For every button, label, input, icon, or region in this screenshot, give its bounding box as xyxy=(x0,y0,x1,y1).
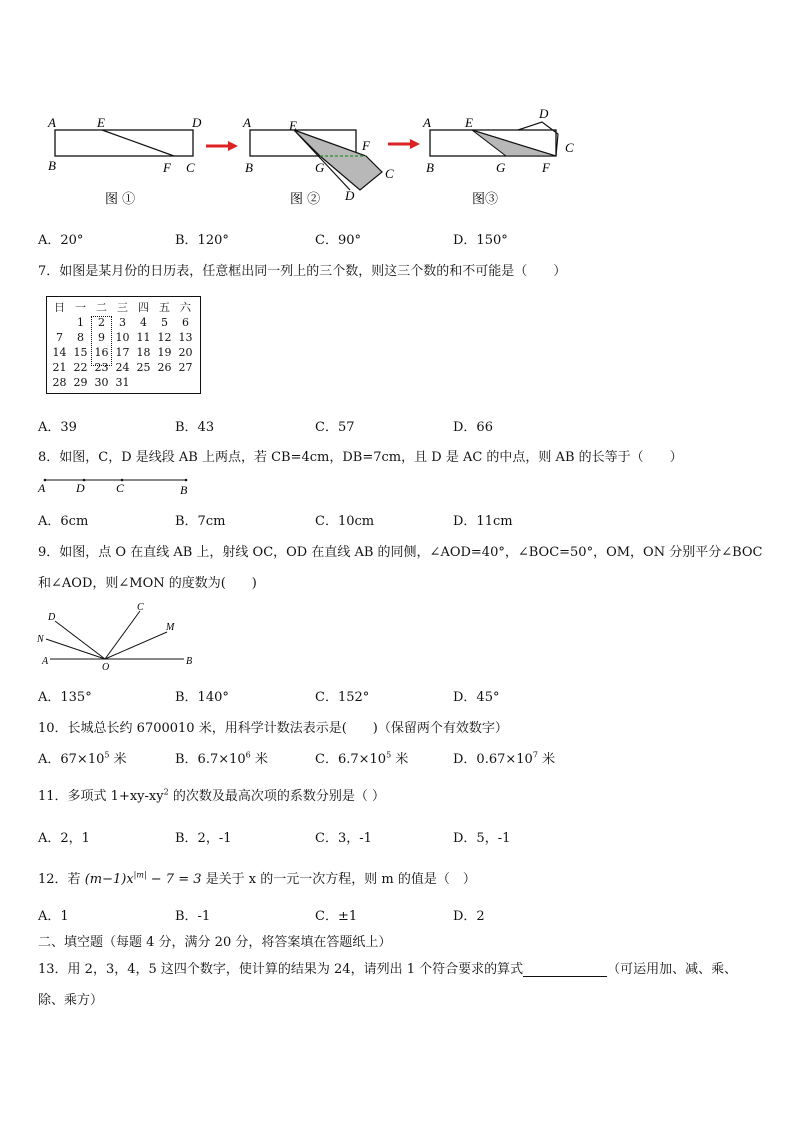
fig2-label-d: D xyxy=(345,188,355,203)
fig3-label-c: C xyxy=(565,140,574,155)
calendar-cell: 14 xyxy=(52,346,67,359)
fig2-label-b: B xyxy=(245,160,253,175)
fig1-label-d: D xyxy=(192,115,202,130)
option-c: C．$6.7\times 10^5$ 米 xyxy=(315,750,409,767)
calendar-header-cell: 三 xyxy=(117,301,128,314)
option-b: B．$6.7\times 10^6$ 米 xyxy=(175,750,268,767)
option-c: C．90° xyxy=(315,233,361,248)
fig3-label-a: A xyxy=(423,115,431,130)
fig3-label-f: F xyxy=(542,160,550,175)
section-heading: 二、填空题（每题 4 分，满分 20 分，将答案填在答题纸上） xyxy=(38,935,392,950)
q9-text-line1: 9．如图，点 O 在直线 AB 上，射线 OC，OD 在直线 AB 的同侧，∠AOD=40°，∠BOC=50°，OM，ON 分别平分∠BOC xyxy=(38,545,763,560)
calendar-cell: 15 xyxy=(73,346,88,359)
calendar-cell: 25 xyxy=(136,361,151,374)
q9-text-line2: 和∠AOD，则∠MON 的度数为( ) xyxy=(38,576,257,591)
fig1-rectangle xyxy=(55,130,193,156)
fig2-caption: 图 ② xyxy=(290,192,321,207)
point-c: C xyxy=(137,602,144,613)
calendar-cell: 16 xyxy=(94,346,109,359)
calendar-cell: 10 xyxy=(115,331,130,344)
calendar-cell: 8 xyxy=(77,331,84,344)
option-b: B．-1 xyxy=(175,909,211,924)
calendar-header-cell: 五 xyxy=(159,301,170,314)
point-d: D xyxy=(48,612,56,623)
calendar-cell: 11 xyxy=(136,331,151,344)
fig3-caption: 图③ xyxy=(472,192,499,207)
calendar-cell: 18 xyxy=(136,346,151,359)
fig3-label-g: G xyxy=(496,160,506,175)
selection-box xyxy=(91,316,112,366)
fig3-label-d: D xyxy=(539,106,549,121)
q13-text: 13．用 2，3，4，5 这四个数字，使计算的结果为 24，请列出 1 个符合要求的算式 （可运用加、减、乘、 xyxy=(38,962,738,977)
calendar-header-cell: 二 xyxy=(96,301,107,314)
point-o: O xyxy=(102,662,110,672)
q10-text: 10．长城总长约 6700010 米，用科学计数法表示是( )（保留两个有效数字） xyxy=(38,721,508,736)
fig1-label-a: A xyxy=(48,115,56,130)
arrow-icon xyxy=(388,139,420,149)
option-d: D．150° xyxy=(453,233,508,248)
calendar-cell: 30 xyxy=(94,376,109,389)
calendar-header-cell: 六 xyxy=(180,301,191,314)
calendar-cell: 13 xyxy=(178,331,193,344)
fig1-caption: 图 ① xyxy=(105,192,136,207)
fig2-label-g: G xyxy=(315,160,325,175)
fig1-label-b: B xyxy=(48,158,56,173)
calendar-cell: 24 xyxy=(115,361,130,374)
fig2-label-f: F xyxy=(362,138,370,153)
point-m: M xyxy=(166,622,175,633)
calendar-cell: 17 xyxy=(115,346,130,359)
calendar-header-cell: 一 xyxy=(75,301,86,314)
calendar-cell: 26 xyxy=(157,361,172,374)
calendar-cell: 21 xyxy=(52,361,67,374)
calendar-cell: 19 xyxy=(157,346,172,359)
calendar-cell: 28 xyxy=(52,376,67,389)
calendar-cell xyxy=(154,375,175,390)
option-c: C．3，-1 xyxy=(315,831,372,846)
point-b: B xyxy=(186,656,193,667)
option-a: A．2，1 xyxy=(38,831,90,846)
calendar-cell: 6 xyxy=(182,316,189,329)
fig3-label-e: E xyxy=(465,115,473,130)
option-b: B．2，-1 xyxy=(175,831,232,846)
option-b: B．120° xyxy=(175,233,229,248)
option-a: A．6cm xyxy=(38,514,89,529)
calendar-cell: 29 xyxy=(73,376,88,389)
option-b: B．7cm xyxy=(175,514,226,529)
option-d: D．$0.67\times 10^7$ 米 xyxy=(453,750,556,767)
calendar-cell: 12 xyxy=(157,331,172,344)
calendar-header-cell: 日 xyxy=(54,301,65,314)
option-d: D．2 xyxy=(453,909,485,924)
option-c: C．152° xyxy=(315,690,370,705)
point-d: D xyxy=(76,481,85,495)
option-d: D．11cm xyxy=(453,514,513,529)
option-d: D．5，-1 xyxy=(453,831,511,846)
option-c: C．57 xyxy=(315,420,355,435)
calendar-cell: 3 xyxy=(119,316,126,329)
calendar-cell: 2 xyxy=(98,316,105,329)
q6-figure xyxy=(40,100,600,215)
calendar-cell xyxy=(133,375,154,390)
fig3-rectangle xyxy=(430,122,558,156)
calendar-cell: 20 xyxy=(178,346,193,359)
calendar-cell xyxy=(175,375,196,390)
calendar-cell: 31 xyxy=(115,376,130,389)
option-d: D．66 xyxy=(453,420,493,435)
calendar-cell: 5 xyxy=(161,316,168,329)
calendar-cell: 27 xyxy=(178,361,193,374)
q7-text: 7．如图是某月份的日历表，任意框出同一列上的三个数，则这三个数的和不可能是（ ） xyxy=(38,264,567,279)
point-a: A xyxy=(38,481,46,495)
calendar-cell: 23 xyxy=(94,361,109,374)
option-c: C．±1 xyxy=(315,909,358,924)
calendar-cell: 1 xyxy=(77,316,84,329)
angle-figure xyxy=(36,600,206,672)
calendar-cell: 4 xyxy=(140,316,147,329)
fig1-label-f: F xyxy=(163,160,171,175)
arrow-icon xyxy=(206,141,238,151)
option-c: C．10cm xyxy=(315,514,375,529)
fig2-label-a: A xyxy=(243,115,251,130)
point-c: C xyxy=(116,481,125,495)
fig1-label-e: E xyxy=(97,115,105,130)
calendar-table xyxy=(46,296,201,394)
option-a: A．1 xyxy=(38,909,69,924)
option-a: A．39 xyxy=(38,420,77,435)
q13-text-line2: 除、乘方） xyxy=(38,993,104,1008)
point-b: B xyxy=(180,483,188,496)
fig3-label-b: B xyxy=(426,160,434,175)
point-a: A xyxy=(42,656,49,667)
point-n: N xyxy=(37,634,44,645)
option-a: A．135° xyxy=(38,690,92,705)
q11-text: 11．多项式 $1+xy-xy^2$ 的次数及最高次项的系数分别是（ ） xyxy=(38,787,385,804)
option-b: B．140° xyxy=(175,690,229,705)
option-a: A．20° xyxy=(38,233,84,248)
option-d: D．45° xyxy=(453,690,500,705)
fig2-label-c: C xyxy=(385,166,394,181)
calendar-cell: 22 xyxy=(73,361,88,374)
calendar-cell xyxy=(49,315,70,330)
equation: $(m-1)x^{|m|} - 7 = 3$ xyxy=(84,870,202,887)
option-a: A．$67\times 10^5$ 米 xyxy=(38,750,127,767)
fig1-label-c: C xyxy=(186,160,195,175)
option-b: B．43 xyxy=(175,420,215,435)
calendar-cell: 9 xyxy=(98,331,105,344)
q12-text: 12．若 $(m-1)x^{|m|} - 7 = 3$ 是关于 x 的一元一次方程，则 m 的值是（ ） xyxy=(38,870,476,887)
fig2-label-e: E xyxy=(289,118,297,133)
segment-figure xyxy=(36,474,196,496)
calendar-cell: 7 xyxy=(56,331,63,344)
answer-blank[interactable] xyxy=(523,964,607,977)
calendar-header-cell: 四 xyxy=(138,301,149,314)
q8-text: 8．如图，C，D 是线段 AB 上两点，若 CB=4cm，DB=7cm，且 D 是 AC 的中点，则 AB 的长等于（ ） xyxy=(38,450,683,465)
